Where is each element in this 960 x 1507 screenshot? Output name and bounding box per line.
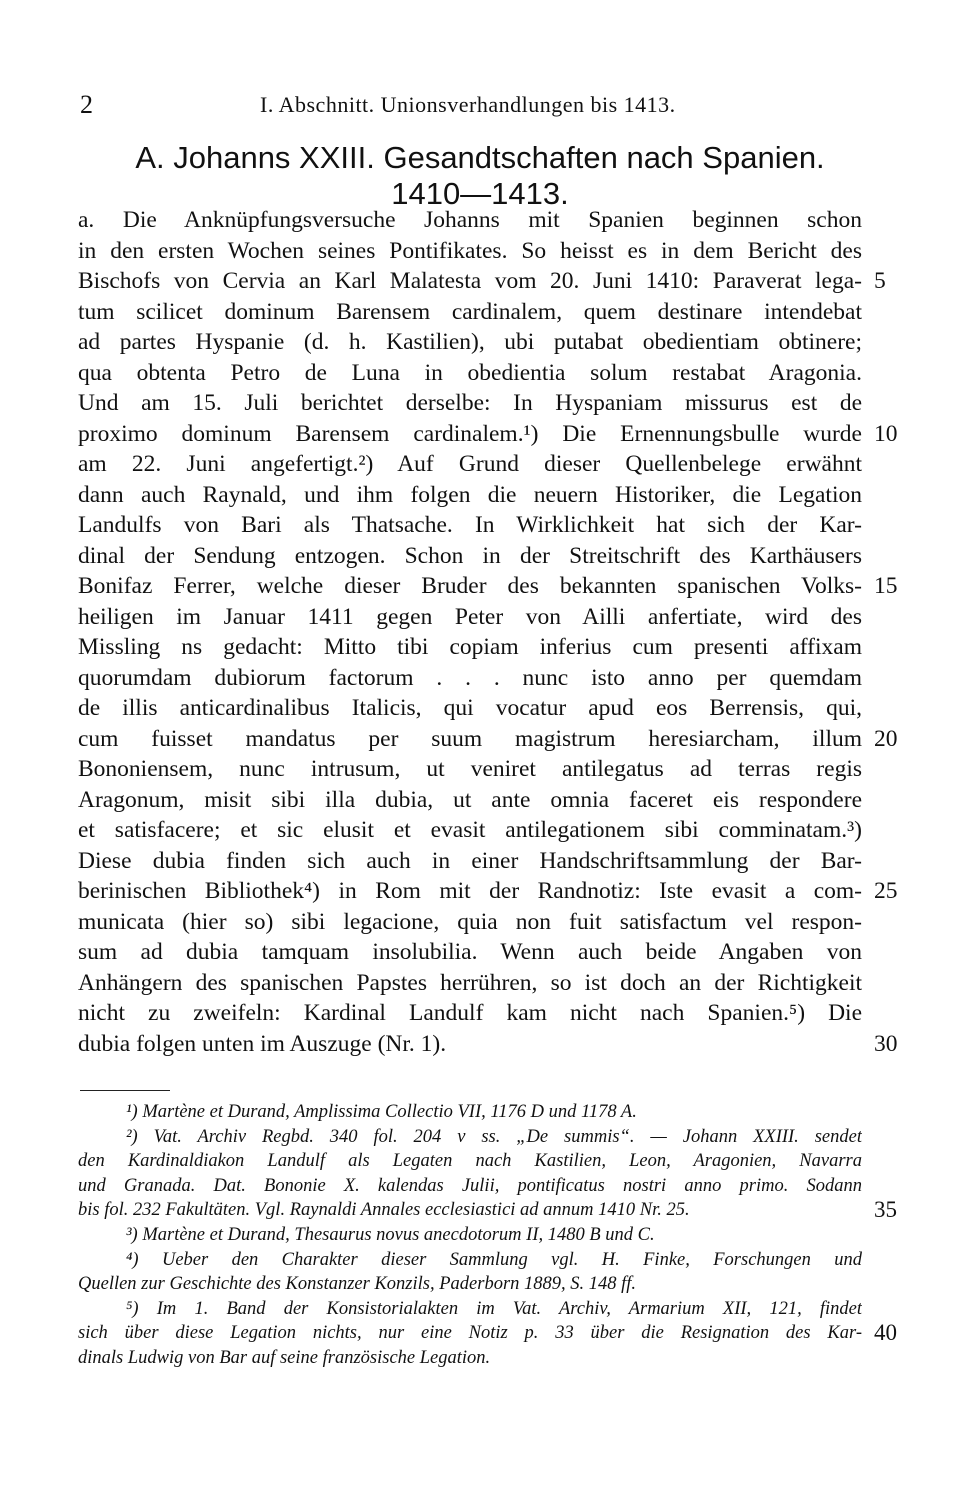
footnote-line: und Granada. Dat. Bononie X. kalendas Julii, pontificatus nostri anno primo. Sodann: [78, 1175, 862, 1196]
section-title-line-1: A. Johanns XXIII. Gesandtschaften nach Spanien.: [135, 140, 825, 175]
margin-line-number: 30: [874, 1030, 898, 1057]
text-line: Missling ns gedacht: Mitto tibi copiam inferius cum presenti affixam: [78, 634, 862, 660]
footnote-divider: [80, 1090, 170, 1091]
margin-line-number: 35: [874, 1197, 897, 1223]
text-line: qua obtenta Petro de Luna in obedientia solum restabat Aragonia.: [78, 359, 862, 386]
text-line: Bonifaz Ferrer, welche dieser Bruder des bekannten spanischen Volks-: [78, 573, 862, 599]
text-line: nicht zu zweifeln: Kardinal Landulf kam nicht nach Spanien.⁵) Die: [78, 1000, 862, 1026]
page-header: [80, 90, 880, 120]
text-line: tum scilicet dominum Barensem cardinalem, quem destinare intendebat: [78, 298, 862, 325]
text-line: Aragonum, misit sibi illa dubia, ut ante omnia faceret eis respondere: [78, 786, 862, 813]
margin-line-number: 20: [874, 725, 898, 752]
text-line: municata (hier so) sibi legacione, quia non fuit satisfactum vel respon-: [78, 908, 862, 935]
text-line: heiligen im Januar 1411 gegen Peter von Ailli anfertiate, wird des: [78, 603, 862, 630]
text-line: in den ersten Wochen seines Pontifikates. So heisst es in dem Bericht des: [78, 237, 862, 264]
text-line: cum fuisset mandatus per suum magistrum heresiarcham, illum: [78, 725, 862, 752]
text-line: Bischofs von Cervia an Karl Malatesta vom 20. Juni 1410: Paraverat lega-: [78, 268, 862, 294]
footnote-line: Quellen zur Geschichte des Konstanzer Konzils, Paderborn 1889, S. 148 ff.: [78, 1274, 637, 1295]
text-line: sum ad dubia tamquam insolubilia. Wenn auch beide Angaben von: [78, 939, 862, 965]
footnote-line: ²) Vat. Archiv Regbd. 340 fol. 204 v ss. „De summis“. — Johann XXIII. sendet: [126, 1126, 862, 1147]
text-line: berinischen Bibliothek⁴) in Rom mit der Randnotiz: Iste evasit a com-: [78, 878, 862, 904]
section-title-line-2: 1410—1413.: [391, 176, 569, 211]
footnote-line: den Kardinaldiakon Landulf als Legaten nach Kastilien, Leon, Aragonien, Navarra: [78, 1151, 862, 1172]
margin-line-number: 10: [874, 420, 898, 447]
text-line: proximo dominum Barensem cardinalem.¹) Die Ernennungsbulle wurde: [78, 420, 862, 447]
page-number: 2: [80, 90, 93, 119]
text-line: dinal der Sendung entzogen. Schon in der Streitschrift des Karthäusers: [78, 542, 862, 569]
text-line: ad partes Hyspanie (d. h. Kastilien), ubi putabat obedientiam obtinere;: [78, 329, 862, 355]
margin-line-number: 40: [874, 1320, 897, 1346]
footnote-line: bis fol. 232 Fakultäten. Vgl. Raynaldi Annales ecclesiastici ad annum 1410 Nr. 25.: [78, 1200, 690, 1221]
text-line: am 22. Juni angefertigt.²) Auf Grund dieser Quellenbelege erwähnt: [78, 451, 862, 477]
text-line: dann auch Raynald, und ihm folgen die neuern Historiker, die Legation: [78, 481, 862, 508]
footnote-line: ¹) Martène et Durand, Amplissima Collectio VII, 1176 D und 1178 A.: [126, 1102, 637, 1122]
text-line: Anhängern des spanischen Papstes herrühren, so ist doch an der Richtigkeit: [78, 969, 862, 996]
text-line: quorumdam dubiorum factorum . . . nunc isto anno per quemdam: [78, 664, 862, 691]
margin-line-number: 15: [874, 573, 898, 599]
text-line: Landulfs von Bari als Thatsache. In Wirklichkeit hat sich der Kar-: [78, 512, 862, 538]
footnote-line: ⁵) Im 1. Band der Konsistorialakten im Vat. Archiv, Armarium XII, 121, findet: [126, 1298, 862, 1319]
text-line: dubia folgen unten im Auszuge (Nr. 1).: [78, 1030, 447, 1057]
footnote-line: ⁴) Ueber den Charakter dieser Sammlung vgl. H. Finke, Forschungen und: [126, 1249, 862, 1270]
margin-line-number: 5: [874, 268, 886, 294]
text-line: a. Die Anknüpfungsversuche Johanns mit Spanien beginnen schon: [78, 207, 862, 233]
footnote-line: ³) Martène et Durand, Thesaurus novus anecdotorum II, 1480 B und C.: [126, 1224, 655, 1245]
footnote-line: dinals Ludwig von Bar auf seine französische Legation.: [78, 1347, 491, 1368]
text-line: Diese dubia finden sich auch in einer Handschriftsammlung der Bar-: [78, 847, 862, 874]
section-title: [0, 140, 960, 212]
text-line: Und am 15. Juli berichtet derselbe: In Hyspaniam missurus est de: [78, 390, 862, 416]
text-line: et satisfacere; et sic elusit et evasit antilegationem sibi comminatam.³): [78, 817, 862, 843]
margin-line-number: 25: [874, 878, 898, 904]
footnote-line: sich über diese Legation nichts, nur eine Notiz p. 33 über die Resignation des Kar-: [78, 1323, 862, 1344]
main-text: [78, 205, 898, 1059]
text-line: de illis anticardinalibus Italicis, qui vocatur apud eos Berrensis, qui,: [78, 695, 862, 721]
running-title: I. Abschnitt. Unionsverhandlungen bis 1413.: [260, 92, 676, 117]
text-line: Bononiensem, nunc intrusum, ut veniret antilegatus ad terras regis: [78, 756, 862, 782]
footnotes: [78, 1100, 897, 1371]
